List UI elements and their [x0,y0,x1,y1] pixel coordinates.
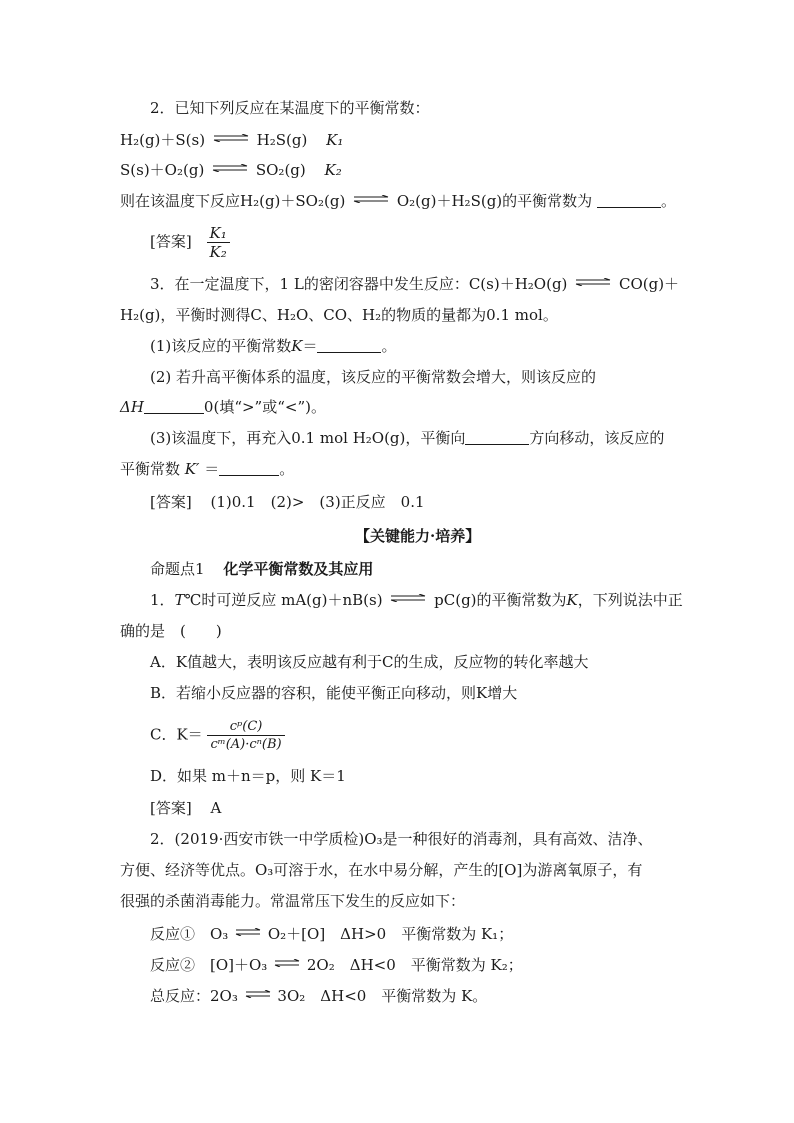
q3-p1-k: K [291,337,303,355]
eq1-left: H₂(g)＋S(s) [120,131,206,149]
q2-ask [120,191,676,211]
topic-title: 化学平衡常数及其应用 [223,560,374,578]
r2-b: 2O₂ ΔH<0 平衡常数为 K₂； [306,956,523,974]
q3-p3-line2-a: 平衡常数 [120,460,181,478]
eq2-left: S(s)＋O₂(g) [120,161,205,179]
mc1-stem-d: pC(g)的平衡常数为 [434,591,567,609]
fraction-numerator: cᵖ(C) [207,718,284,736]
q3-p3-eq: ＝ [204,460,220,478]
q3-p3-b: 方向移动，该反应的 [529,429,665,447]
q3-p1-end: 。 [381,337,397,355]
reversible-arrow-icon [274,959,300,967]
q2-ask-a: 则在该温度下反应H₂(g)＋SO₂(g) [120,192,346,210]
q2-ask-end: 。 [660,192,676,210]
q3-line1 [150,274,679,294]
q3-line2: H₂(g)，平衡时测得C、H₂O、CO、H₂的物质的量都为0.1 mol。 [120,306,558,324]
p2-reaction-2 [150,955,523,975]
r1-a: 反应① O₃ [150,925,229,943]
mc1-option-d: D．如果 m＋n＝p，则 K＝1 [150,767,346,785]
reversible-arrow-icon [389,594,427,602]
answer-blank [144,399,204,414]
p2-line1: 2．(2019·西安市铁一中学质检)O₃是一种很好的消毒剂，具有高效、洁净、 [150,830,653,848]
reversible-arrow-icon [211,164,249,172]
reversible-arrow-icon [212,134,250,142]
q3-part2-line1: (2) 若升高平衡体系的温度，该反应的平衡常数会增大，则该反应的 [150,368,597,386]
mc1-stem-e: ，下列说法中正 [577,591,683,609]
r3-a: 总反应：2O₃ [150,987,238,1005]
q3-part3-line1 [150,428,664,448]
mc1-option-c [150,718,285,753]
answer-text: (1)0.1 (2)> (3)正反应 0.1 [210,493,425,511]
answer-blank [597,193,661,208]
answer-text: A [210,799,222,817]
answer-blank [317,338,381,353]
q3-part3-line2 [120,459,294,479]
reversible-arrow-icon [235,928,261,936]
p2-line3: 很强的杀菌消毒能力。常温常压下发生的反应如下： [120,892,466,910]
mc1-stem-b: ℃时可逆反应 [184,591,277,609]
reversible-arrow-icon [574,278,612,286]
eq2-k: K₂ [324,161,342,179]
answer-fraction [207,224,230,261]
eq1-k: K₁ [326,131,344,149]
reversible-arrow-icon [245,990,271,998]
reversible-arrow-icon [352,195,390,203]
q2-eq1 [120,130,343,150]
answer-blank [219,461,279,476]
mc1-stem-line2: 确的是 ( ) [120,622,222,640]
mc1-t: T [174,591,185,609]
answer-blank [465,430,529,445]
p2-reaction-total [150,986,487,1006]
q2-title: 2．已知下列反应在某温度下的平衡常数： [150,99,430,117]
q3-part2-line2 [120,397,326,417]
mc1-k: K [566,591,578,609]
option-c-fraction [207,718,284,753]
answer-label: [答案] [150,232,192,251]
q3-p1-eq: ＝ [302,337,318,355]
mc1-option-b: B．若缩小反应器的容积，能使平衡正向移动，则K增大 [150,684,518,702]
topic-label: 命题点1 [150,560,205,578]
q3-part1 [150,336,397,356]
r3-b: 3O₂ ΔH<0 平衡常数为 K。 [277,987,488,1005]
q3-p2-text: 0(填“>”或“<”)。 [203,398,326,416]
q3-p1-text: (1)该反应的平衡常数 [150,337,292,355]
eq1-right: H₂S(g) [256,131,308,149]
mc1-answer [150,798,221,818]
r2-a: 反应② [O]＋O₃ [150,956,268,974]
topic-heading [150,559,373,579]
p2-reaction-1 [150,924,513,944]
q3-line1-b: CO(g)＋ [618,275,680,293]
answer-label: [答案] [150,799,192,817]
mc1-number: 1． [150,591,175,609]
q3-p3-a: (3)该温度下，再充入0.1 mol H₂O(g)，平衡向 [150,429,466,447]
answer-label: [答案] [150,493,192,511]
q3-p3-k: K′ [184,460,200,478]
section-title: 【关键能力·培养】 [355,527,481,545]
fraction-numerator: K₁ [207,224,230,243]
q2-eq2 [120,160,342,180]
fraction-denominator: cᵐ(A)·cⁿ(B) [210,737,282,752]
mc1-option-a: A．K值越大，表明该反应越有利于C的生成，反应物的转化率越大 [150,653,589,671]
p2-line2: 方便、经济等优点。O₃可溶于水，在水中易分解，产生的[O]为游离氧原子，有 [120,861,643,879]
r1-b: O₂＋[O] ΔH>0 平衡常数为 K₁； [267,925,514,943]
option-c-label: C．K＝ [150,725,203,744]
mc1-stem [150,590,683,610]
q3-p3-end: 。 [279,460,295,478]
mc1-stem-c: mA(g)＋nB(s) [281,591,383,609]
q2-answer [150,224,230,261]
fraction-denominator: K₂ [209,243,227,261]
q3-p2-dh: ΔH [120,398,144,416]
q3-answer [150,492,425,512]
q2-ask-b: O₂(g)＋H₂S(g)的平衡常数为 [396,192,593,210]
eq2-right: SO₂(g) [255,161,306,179]
q3-line1-a: 3．在一定温度下，1 L的密闭容器中发生反应：C(s)＋H₂O(g) [150,275,568,293]
